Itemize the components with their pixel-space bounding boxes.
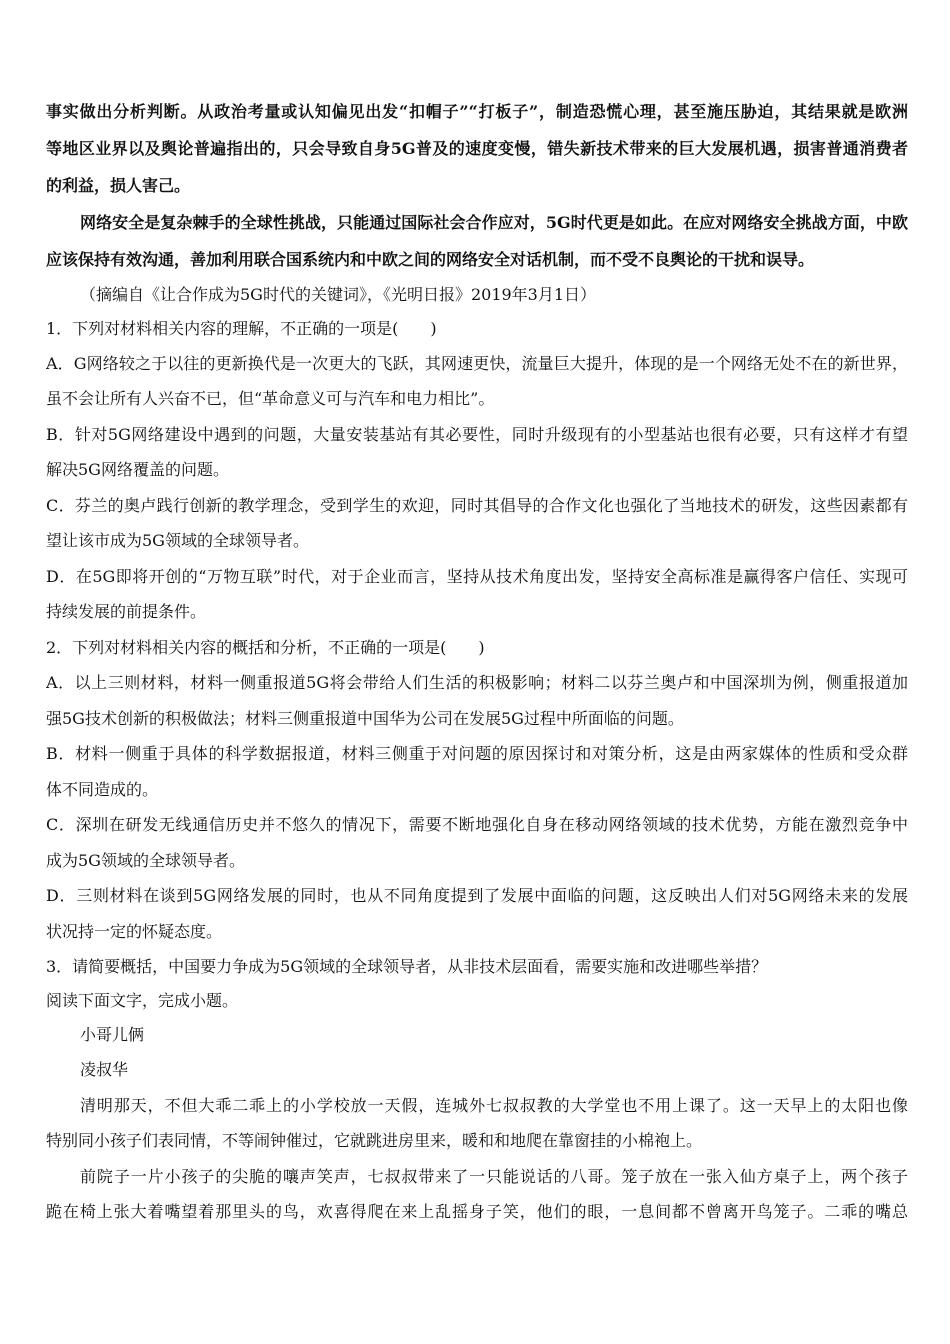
question-2-option-a-line-2: 强5G技术创新的积极做法；材料三侧重报道中国华为公司在发展5G过程中所面临的问题。 — [46, 709, 684, 728]
question-1-stem: 1．下列对材料相关内容的理解，不正确的一项是( ) — [46, 319, 437, 338]
question-1-option-d-line-1: D．在5G即将开创的“万物互联”时代，对于企业而言，坚持从技术角度出发，坚持安全高标准是赢得客户信任、实现可 — [46, 567, 908, 586]
passage-end-line-3: 的利益，损人害己。 — [46, 176, 191, 195]
question-1-option-b-line-1: B．针对5G网络建设中遇到的问题，大量安装基站有其必要性，同时升级现有的小型基站也很有必要，只有这样才有望 — [46, 425, 908, 444]
source-citation: （摘编自《让合作成为5G时代的关键词》，《光明日报》2019年3月1日） — [80, 285, 597, 304]
question-1-option-c-line-1: C．芬兰的奥卢践行创新的教学理念，受到学生的欢迎，同时其倡导的合作文化也强化了当地技术的研发，这些因素都有 — [46, 496, 908, 515]
question-1-option-c-line-2: 望让该市成为5G领域的全球领导者。 — [46, 531, 309, 550]
passage-security-line-2: 应该保持有效沟通，善加利用联合国系统内和中欧之间的网络安全对话机制，而不受不良舆论的干扰和误导。 — [46, 250, 815, 269]
question-2-option-c-line-1: C．深圳在研发无线通信历史并不悠久的情况下，需要不断地强化自身在移动网络领域的技术优势，方能在激烈竞争中 — [46, 815, 908, 834]
reading-intro: 阅读下面文字，完成小题。 — [46, 991, 239, 1010]
question-2-option-b-line-1: B．材料一侧重于具体的科学数据报道，材料三侧重于对问题的原因探讨和对策分析，这是由两家媒体的性质和受众群 — [46, 744, 908, 763]
passage-end-line-1: 事实做出分析判断。从政治考量或认知偏见出发“扣帽子”“打板子”，制造恐慌心理，甚至施压胁迫，其结果就是欧洲 — [46, 102, 908, 121]
passage-security-line-1: 网络安全是复杂棘手的全球性挑战，只能通过国际社会合作应对，5G时代更是如此。在应对网络安全挑战方面，中欧 — [80, 213, 908, 232]
question-2-stem: 2．下列对材料相关内容的概括和分析，不正确的一项是( ) — [46, 638, 485, 657]
question-2-option-a-line-1: A．以上三则材料，材料一侧重报道5G将会带给人们生活的积极影响；材料二以芬兰奥卢和中国深圳为例，侧重报道加 — [46, 673, 908, 692]
story-para-2-line-1: 前院子一片小孩子的尖脆的嚷声笑声，七叔叔带来了一只能说话的八哥。笼子放在一张入仙方桌子上，两个孩子 — [80, 1167, 908, 1186]
story-title: 小哥儿俩 — [80, 1025, 145, 1044]
story-author: 凌叔华 — [80, 1060, 129, 1079]
story-para-1-line-2: 特别同小孩子们表同情，不等闹钟催过，它就跳进房里来，暖和和地爬在靠窗挂的小棉袍上。 — [46, 1131, 703, 1150]
question-1-option-b-line-2: 解决5G网络覆盖的问题。 — [46, 460, 229, 479]
question-2-option-c-line-2: 成为5G领域的全球领导者。 — [46, 851, 245, 870]
story-para-2-line-2: 跪在椅上张大着嘴望着那里头的鸟，欢喜得爬在来上乱摇身子笑，他们的眼，一息间都不曾离开鸟笼子。二乖的嘴总 — [46, 1202, 908, 1221]
question-1-option-a-line-2: 虽不会让所有人兴奋不已，但“革命意义可与汽车和电力相比”。 — [46, 389, 495, 408]
question-1-option-d-line-2: 持续发展的前提条件。 — [46, 602, 207, 621]
story-para-1-line-1: 清明那天，不但大乖二乖上的小学校放一天假，连城外七叔叔教的大学堂也不用上课了。这一天早上的太阳也像 — [80, 1096, 908, 1115]
question-3-stem: 3．请简要概括，中国要力争成为5G领域的全球领导者，从非技术层面看，需要实施和改进哪些举措？ — [46, 957, 768, 976]
question-2-option-d-line-2: 状况持一定的怀疑态度。 — [46, 922, 223, 941]
question-2-option-d-line-1: D．三则材料在谈到5G网络发展的同时，也从不同角度提到了发展中面临的问题，这反映出人们对5G网络未来的发展 — [46, 886, 908, 905]
passage-end-line-2: 等地区业界以及舆论普遍指出的，只会导致自身5G普及的速度变慢，错失新技术带来的巨大发展机遇，损害普通消费者 — [46, 139, 908, 158]
question-1-option-a-line-1: A．G网络较之于以往的更新换代是一次更大的飞跃，其网速更快，流量巨大提升，体现的是一个网络无处不在的新世界， — [46, 354, 908, 373]
question-2-option-b-line-2: 体不同造成的。 — [46, 780, 159, 799]
